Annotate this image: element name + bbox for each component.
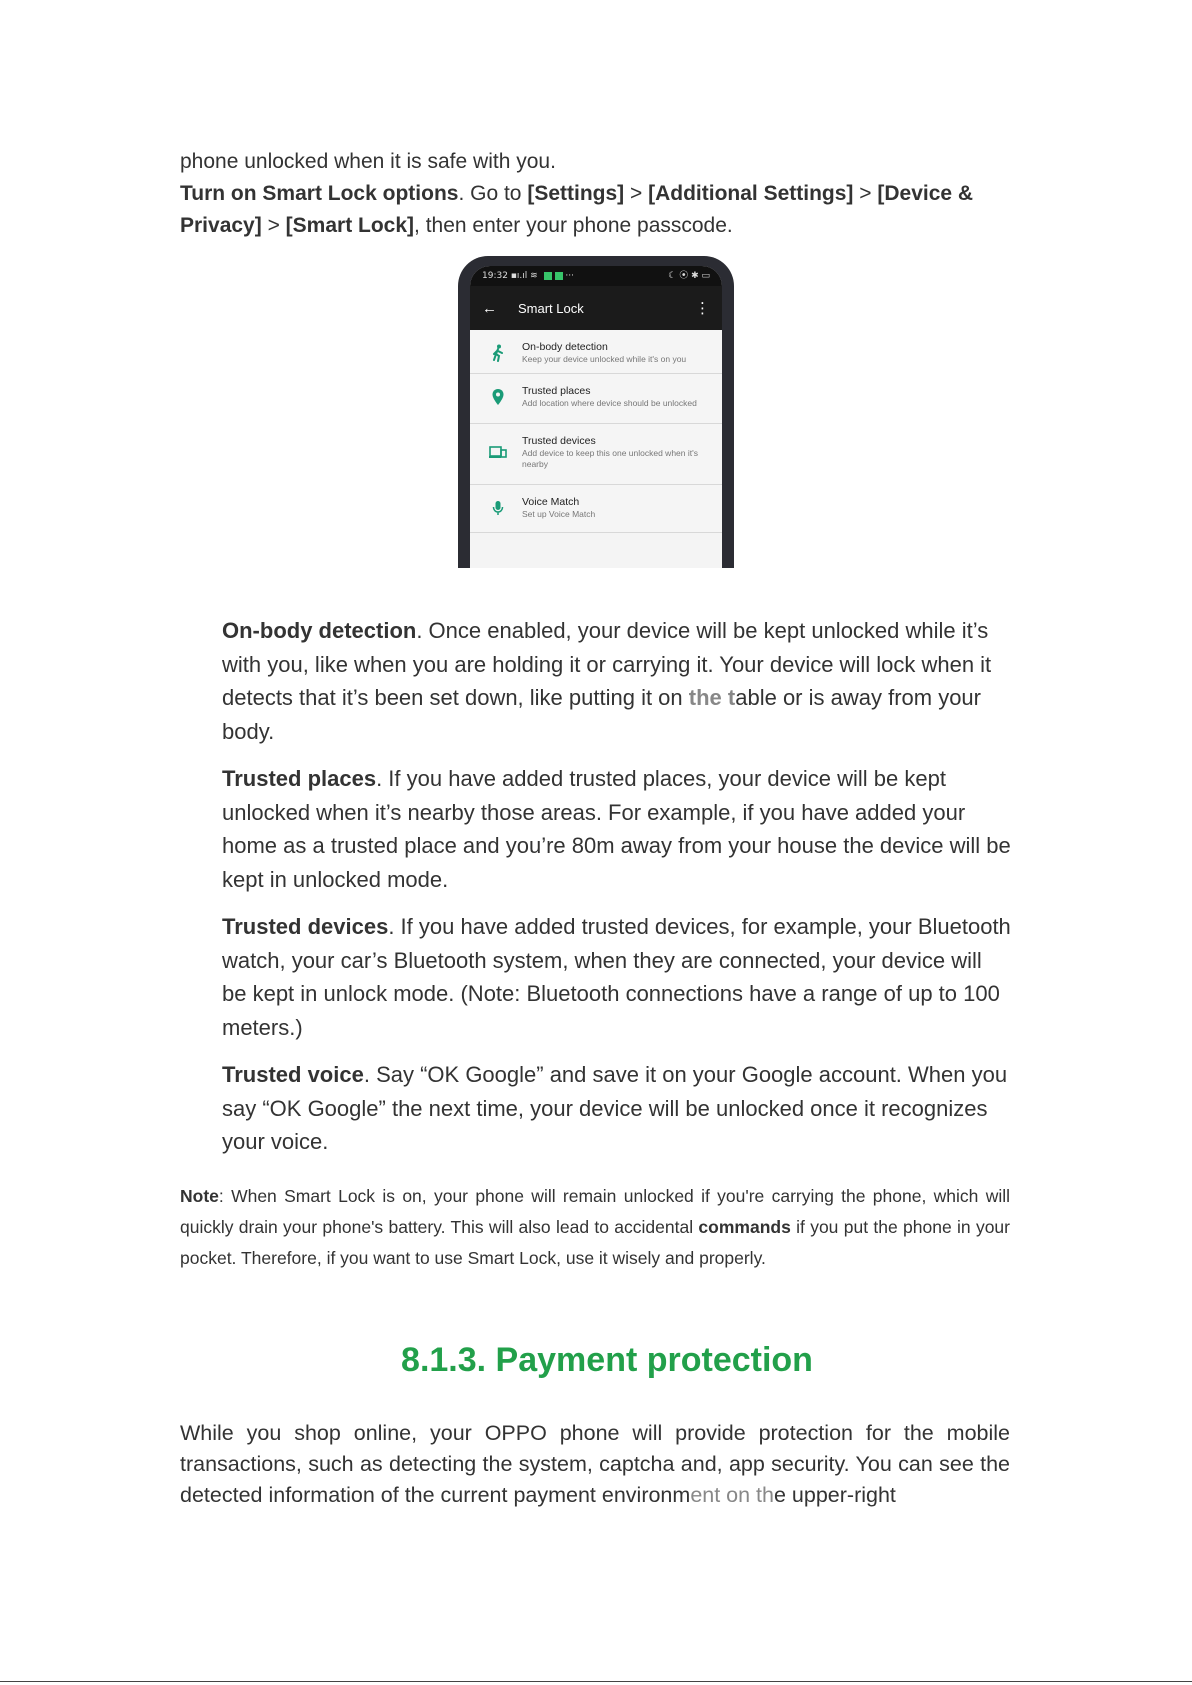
item-title: On-body detection	[522, 341, 608, 353]
item-subtitle: Add location where device should be unlocked	[522, 398, 697, 408]
feature-text: . If you have added trusted devices, for example, your Bluetooth watch, your car’s Bluetooth system, when they are connected, your device will be kept in unlock mode. (Note: Bluetooth connections have a range of up to 100 meters.)	[222, 914, 1011, 1040]
status-time: 19:32	[482, 271, 508, 281]
item-subtitle: Add device to keep this one unlocked when it's nearby	[522, 448, 698, 469]
screen-title: Smart Lock	[518, 300, 584, 316]
note-text: : When Smart Lock is on, your phone will remain unlocked if you're carrying the phone, which will quickly drain your phone's battery. This will also lead to accidental	[180, 1186, 1010, 1237]
microphone-icon	[480, 495, 516, 520]
feature-title: Trusted devices	[222, 914, 389, 939]
feature-title: Trusted places	[222, 766, 377, 791]
section-heading: 8.1.3. Payment protection	[401, 1341, 813, 1379]
section-paragraph	[180, 1418, 1010, 1511]
path-sep: >	[261, 214, 286, 237]
more-vert-icon[interactable]: ⋮	[695, 300, 710, 317]
list-item[interactable]	[470, 330, 722, 374]
intro-line: phone unlocked when it is safe with you.	[180, 150, 556, 173]
feature-item	[222, 762, 1012, 896]
path-settings: [Settings]	[527, 182, 625, 205]
walk-icon	[480, 340, 516, 365]
feature-title: On-body detection	[222, 618, 417, 643]
item-title: Voice Match	[522, 496, 580, 508]
path-smart-lock: [Smart Lock]	[285, 214, 415, 237]
phone-screenshot	[458, 256, 734, 568]
para-text-gray: ent on th	[690, 1483, 774, 1507]
step-text: . Go to	[458, 182, 528, 205]
feature-text: able or is away from your body.	[222, 685, 981, 744]
list-item[interactable]	[470, 374, 722, 424]
note-paragraph	[180, 1181, 1010, 1274]
feature-text: . Say “OK Google” and save it on your Google account. When you say “OK Google” the next time, your device will be unlocked once it recognizes your voice.	[222, 1062, 1008, 1154]
para-text: e upper-right	[774, 1483, 896, 1507]
note-text: if you put the phone in your pocket. Therefore, if you want to use Smart Lock, use it wisely and properly.	[180, 1217, 1010, 1268]
para-text: While you shop online, your OPPO phone will provide protection for the mobile transactions, such as detecting the system, captcha and, app security. You can see the detected information of the current payment environm	[180, 1421, 1010, 1507]
feature-list	[222, 614, 1012, 1159]
item-subtitle: Keep your device unlocked while it's on you	[522, 354, 687, 364]
back-arrow-icon[interactable]: ←	[482, 299, 497, 317]
intro-step	[180, 178, 1010, 242]
path-device-privacy: [Device & Privacy]	[180, 182, 974, 237]
feature-item	[222, 614, 1012, 748]
app-bar	[470, 286, 722, 330]
feature-text: . If you have added trusted places, your device will be kept unlocked when it’s nearby those areas. For example, if you have added your home as a trusted place and you’re 80m away from your house the device will be kept in unlocked mode.	[222, 766, 1011, 892]
step-title: Turn on Smart Lock options	[180, 182, 459, 205]
note-label: Note	[180, 1186, 219, 1206]
path-sep: >	[624, 182, 649, 205]
item-title: Trusted places	[522, 385, 591, 397]
feature-text: . Once enabled, your device will be kept unlocked while it’s with you, like when you are holding it or carrying it. Your device will lock when it detects that it’s been set down, like putting it on	[222, 618, 992, 710]
item-subtitle: Set up Voice Match	[522, 509, 596, 519]
location-pin-icon	[480, 384, 516, 409]
note-bold: commands	[698, 1217, 791, 1237]
step-text-end: , then enter your phone passcode.	[414, 214, 733, 237]
list-item[interactable]	[470, 424, 722, 485]
feature-title: Trusted voice	[222, 1062, 364, 1087]
feature-text-gray: the t	[688, 685, 736, 710]
path-sep: >	[853, 182, 878, 205]
devices-icon	[480, 434, 516, 470]
list-item[interactable]	[470, 485, 722, 533]
feature-item	[222, 910, 1012, 1044]
footer-divider	[0, 1681, 1192, 1682]
phone-screen	[470, 266, 722, 568]
status-icons: ☾ ⦿ ✱ ▭	[668, 271, 710, 281]
intro-text	[180, 146, 1010, 242]
feature-item	[222, 1058, 1012, 1159]
path-additional-settings: [Additional Settings]	[648, 182, 854, 205]
status-bar: 19:32 ▪ı.ıl ≋ ··· ☾ ⦿ ✱ ▭	[470, 266, 722, 286]
item-title: Trusted devices	[522, 435, 596, 447]
